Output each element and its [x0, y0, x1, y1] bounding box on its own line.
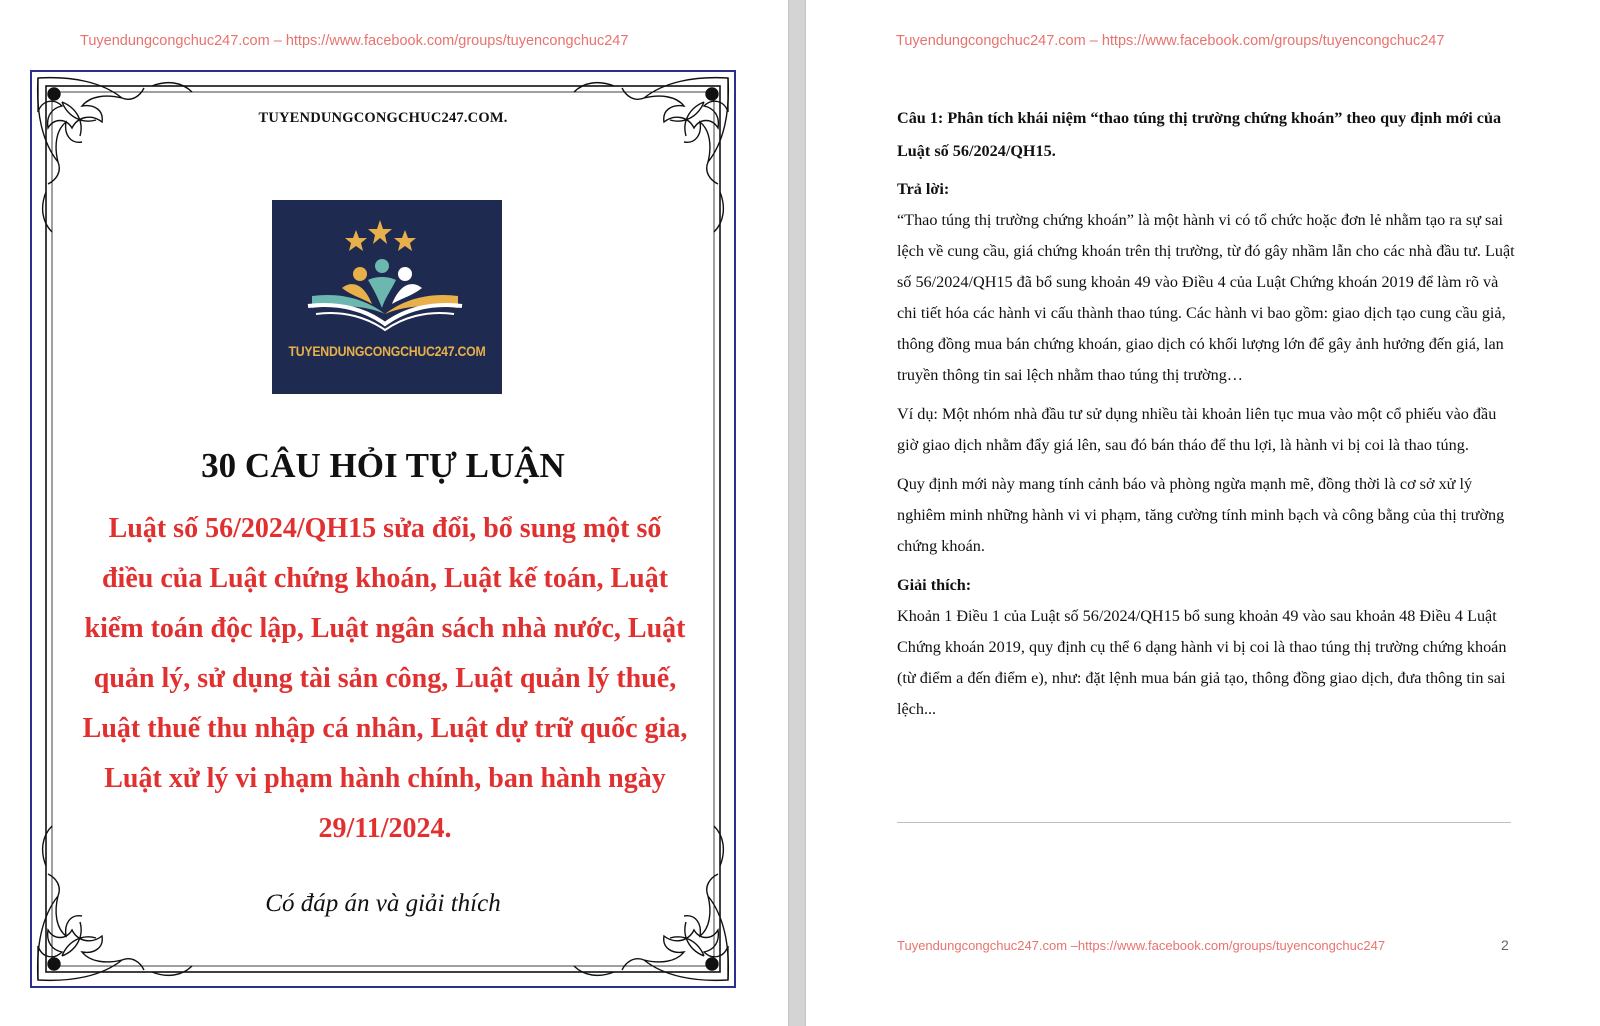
corner-ornament — [38, 78, 192, 232]
page-footer: Tuyendungcongchuc247.com –https://www.facebook.com/groups/tuyencongchuc247 — [897, 938, 1386, 953]
cover-title: 30 CÂU HỎI TỰ LUẬN — [201, 446, 565, 485]
answer-paragraph: Quy định mới này mang tính cảnh báo và phòng ngừa mạnh mẽ, đồng thời là cơ sở xử lý nghiêm minh những hành vi vi phạm, tăng cường tính minh bạch và công bằng của thị trường chứng khoán. — [897, 475, 1505, 555]
answer-label: Trả lời: — [897, 180, 950, 198]
cover-border-frame — [30, 70, 736, 988]
page-content — [897, 102, 1517, 733]
book-stars-icon — [272, 200, 502, 340]
cover-subtitle: Luật số 56/2024/QH15 sửa đổi, bổ sung một số điều của Luật chứng khoán, Luật kế toán, Luật kiểm toán độc lập, Luật ngân sách nhà nước, Luật quản lý, sử dụng tài sản công, Luật quản lý thuế, Luật thuế thu nhập cá nhân, Luật dự trữ quốc gia, Luật xử lý vi phạm hành chính, ban hành ngày 29/11/2024. — [82, 513, 688, 844]
logo-text: TUYENDUNGCONGCHUC247.COM — [288, 343, 486, 359]
page-number: 2 — [1501, 937, 1509, 953]
page-header: Tuyendungcongchuc247.com – https://www.facebook.com/groups/tuyencongchuc247 — [896, 33, 1445, 49]
content-page — [806, 0, 1600, 1026]
footer-divider — [897, 822, 1511, 823]
page-header: Tuyendungcongchuc247.com – https://www.facebook.com/groups/tuyencongchuc247 — [80, 33, 629, 49]
site-name: TUYENDUNGCONGCHUC247.COM. — [258, 110, 508, 126]
answer-paragraph: Ví dụ: Một nhóm nhà đầu tư sử dụng nhiều tài khoản liên tục mua vào một cổ phiếu vào đầu giờ giao dịch nhằm đẩy giá lên, sau đó bán tháo để thu lợi, là hành vi bị coi là thao túng. — [897, 405, 1497, 454]
explanation-label: Giải thích: — [897, 576, 972, 594]
question-title: Câu 1: Phân tích khái niệm “thao túng thị trường chứng khoán” theo quy định mới của Luật số 56/2024/QH15. — [897, 109, 1502, 160]
explanation-paragraph: Khoản 1 Điều 1 của Luật số 56/2024/QH15 bổ sung khoản 49 vào sau khoản 48 Điều 4 Luật Chứng khoán 2019, quy định cụ thể 6 dạng hành vi bị coi là thao túng thị trường chứng khoán (từ điểm a đến điểm e), như: đặt lệnh mua bán giả tạo, thông đồng giao dịch, đưa thông tin sai lệch... — [897, 607, 1507, 718]
cover-note: Có đáp án và giải thích — [265, 890, 501, 917]
answer-paragraph: “Thao túng thị trường chứng khoán” là một hành vi có tổ chức hoặc đơn lẻ nhằm tạo ra sự sai lệch về cung cầu, giá chứng khoán trên thị trường, từ đó gây nhầm lẫn cho các nhà đầu tư. Luật số 56/2024/QH15 đã bổ sung khoản 49 vào Điều 4 của Luật Chứng khoán 2019 để làm rõ và chi tiết hóa các hành vi cấu thành thao túng. Các hành vi bao gồm: giao dịch tạo cung cầu giả, thông đồng mua bán chứng khoán, giao dịch có khối lượng lớn để gây ảnh hưởng đến giá, lan truyền thông tin sai lệch nhằm thao túng thị trường… — [897, 211, 1515, 384]
page-gutter — [788, 0, 806, 1026]
site-logo — [272, 200, 502, 394]
cover-page — [0, 0, 788, 1026]
